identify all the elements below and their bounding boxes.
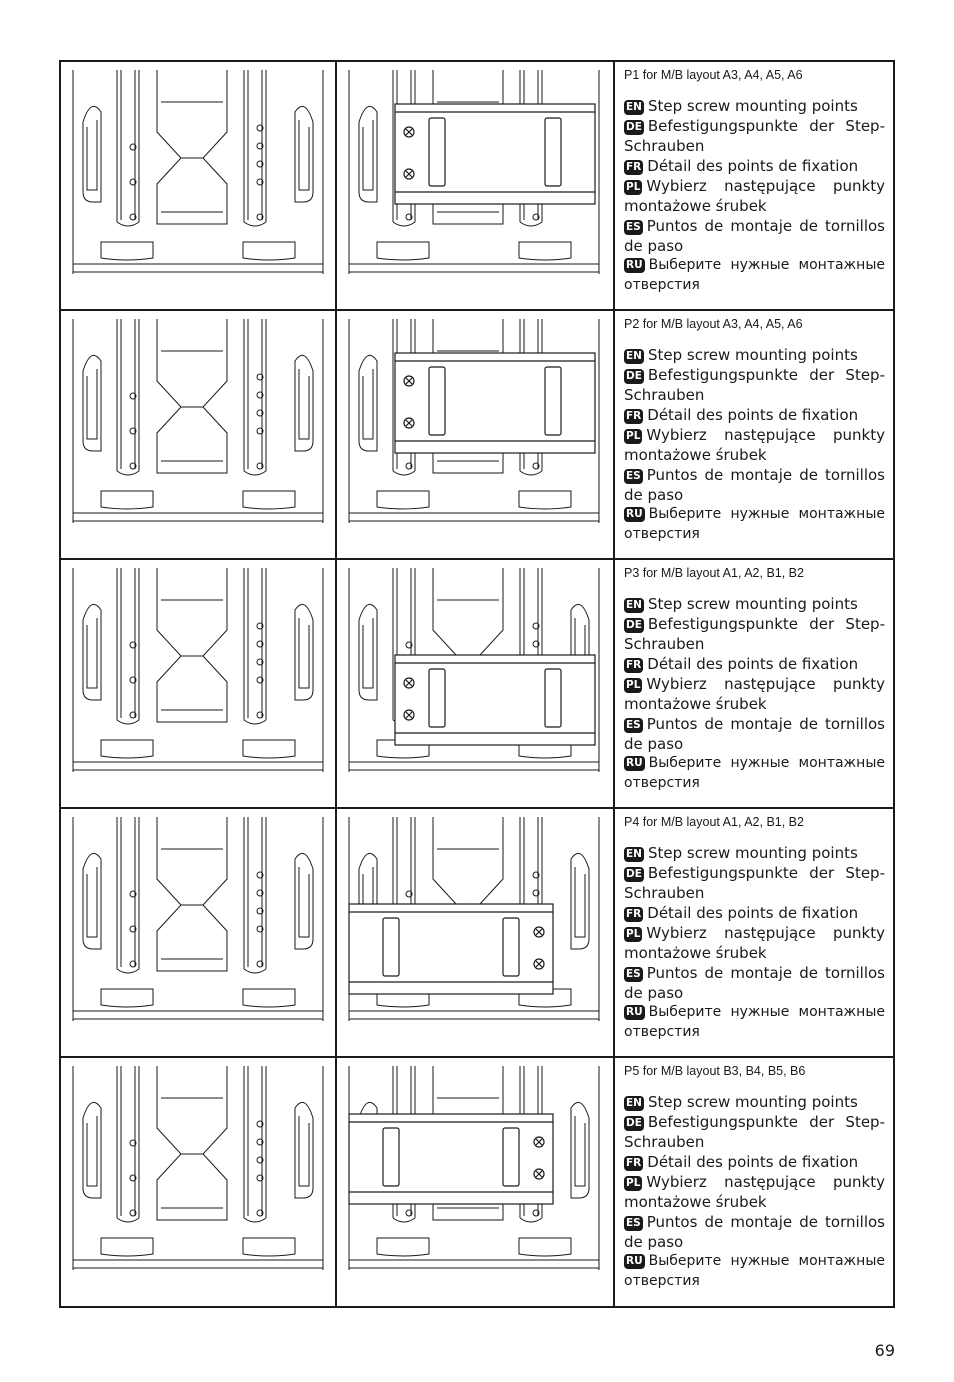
instruction-pl [624,1172,885,1212]
language-badge: RU [626,1255,643,1267]
instruction-en [624,96,885,116]
instruction-text: Détail des points de fixation [647,157,859,175]
instructions-cell [615,1058,893,1307]
instruction-text: Step screw mounting points [647,346,858,364]
instruction-de [624,1112,885,1152]
instructions-cell [615,809,893,1056]
bracket-mounted-illustration [337,809,613,1054]
instruction-fr [624,156,885,176]
instruction-es [624,714,885,754]
mounting-points-table [59,60,895,1308]
instruction-text: Step screw mounting points [647,97,858,115]
instruction-text: Puntos de montaje de tornillos de paso [624,466,885,504]
chassis-illustration [61,62,335,307]
instruction-pl [624,923,885,963]
language-badge: ES [626,221,641,233]
reference-drawing [61,1058,337,1307]
language-badge: RU [626,508,643,520]
instruction-text: Wybierz następujące punkty montażowe śrubek [624,177,885,215]
instruction-text: Détail des points de fixation [647,1153,859,1171]
instruction-fr [624,1152,885,1172]
language-badge: DE [626,370,642,382]
language-badge: ES [626,1217,641,1229]
language-badge: FR [626,410,642,422]
language-badge: ES [626,719,641,731]
mounting-drawing [337,809,615,1056]
instruction-es [624,963,885,1003]
language-badge: FR [626,659,642,671]
layout-caption: P3 for M/B layout A1, A2, B1, B2 [624,566,804,580]
instruction-text: Befestigungspunkte der Step-Schrauben [624,1113,885,1151]
language-badge: DE [626,868,642,880]
mounting-drawing [337,311,615,558]
chassis-illustration [61,809,335,1054]
language-badge: PL [626,679,641,691]
instruction-text: Step screw mounting points [647,1093,858,1111]
language-badge: PL [626,181,641,193]
instruction-fr [624,654,885,674]
language-badge: DE [626,121,642,133]
reference-drawing [61,311,337,558]
instruction-pl [624,176,885,216]
instructions-cell [615,62,893,309]
instruction-text: Détail des points de fixation [647,406,859,424]
instruction-ru [624,754,885,793]
instruction-es [624,216,885,256]
instruction-text: Wybierz następujące punkty montażowe śrubek [624,675,885,713]
reference-drawing [61,62,337,309]
instruction-text: Выберите нужные монтажные отверстия [624,506,885,542]
language-badge: EN [626,599,642,611]
instruction-ru [624,256,885,295]
language-badge: FR [626,1157,642,1169]
instruction-text: Puntos de montaje de tornillos de paso [624,217,885,255]
language-badge: FR [626,908,642,920]
instruction-text: Wybierz następujące punkty montażowe śrubek [624,1173,885,1211]
chassis-illustration [61,560,335,805]
instruction-text: Détail des points de fixation [647,655,859,673]
language-badge: PL [626,928,641,940]
reference-drawing [61,560,337,807]
mounting-drawing [337,1058,615,1307]
layout-caption: P5 for M/B layout B3, B4, B5, B6 [624,1064,806,1078]
language-badge: RU [626,259,643,271]
instruction-ru [624,1003,885,1042]
language-badge: FR [626,161,642,173]
instruction-fr [624,903,885,923]
mounting-drawing [337,560,615,807]
instruction-de [624,614,885,654]
instruction-text: Befestigungspunkte der Step-Schrauben [624,615,885,653]
instruction-text: Выберите нужные монтажные отверстия [624,257,885,293]
instruction-en [624,594,885,614]
bracket-mounted-illustration [337,560,613,805]
table-row [61,560,893,809]
instruction-text: Befestigungspunkte der Step-Schrauben [624,366,885,404]
layout-caption: P4 for M/B layout A1, A2, B1, B2 [624,815,804,829]
instruction-text: Befestigungspunkte der Step-Schrauben [624,117,885,155]
reference-drawing [61,809,337,1056]
instruction-text: Выберите нужные монтажные отверстия [624,755,885,791]
instructions-cell [615,311,893,558]
language-badge: PL [626,1177,641,1189]
instruction-es [624,1212,885,1252]
layout-caption: P1 for M/B layout A3, A4, A5, A6 [624,68,803,82]
language-badge: DE [626,619,642,631]
instruction-fr [624,405,885,425]
instruction-es [624,465,885,505]
instruction-text: Puntos de montaje de tornillos de paso [624,1213,885,1251]
language-badge: PL [626,430,641,442]
table-row [61,62,893,311]
instruction-pl [624,674,885,714]
instruction-text: Détail des points de fixation [647,904,859,922]
layout-caption: P2 for M/B layout A3, A4, A5, A6 [624,317,803,331]
instruction-text: Wybierz następujące punkty montażowe śrubek [624,924,885,962]
instruction-ru [624,1252,885,1291]
instruction-text: Выберите нужные монтажные отверстия [624,1004,885,1040]
language-badge: RU [626,1006,643,1018]
chassis-illustration [61,1058,335,1303]
instructions-cell [615,560,893,807]
bracket-mounted-illustration [337,311,613,556]
language-badge: EN [626,848,642,860]
instruction-pl [624,425,885,465]
instruction-text: Puntos de montaje de tornillos de paso [624,964,885,1002]
instruction-ru [624,505,885,544]
instruction-de [624,365,885,405]
bracket-mounted-illustration [337,1058,613,1303]
instruction-text: Puntos de montaje de tornillos de paso [624,715,885,753]
instruction-de [624,116,885,156]
table-row [61,809,893,1058]
instruction-text: Wybierz następujące punkty montażowe śrubek [624,426,885,464]
language-badge: EN [626,1097,642,1109]
chassis-illustration [61,311,335,556]
instruction-text: Befestigungspunkte der Step-Schrauben [624,864,885,902]
mounting-drawing [337,62,615,309]
language-badge: EN [626,350,642,362]
page-number: 69 [874,1341,895,1360]
language-badge: ES [626,968,641,980]
language-badge: DE [626,1117,642,1129]
instruction-en [624,1092,885,1112]
language-badge: RU [626,757,643,769]
instruction-de [624,863,885,903]
instruction-text: Step screw mounting points [647,595,858,613]
table-row [61,311,893,560]
language-badge: ES [626,470,641,482]
language-badge: EN [626,101,642,113]
instruction-en [624,843,885,863]
instruction-en [624,345,885,365]
instruction-text: Step screw mounting points [647,844,858,862]
bracket-mounted-illustration [337,62,613,307]
instruction-text: Выберите нужные монтажные отверстия [624,1253,885,1289]
table-row [61,1058,893,1307]
